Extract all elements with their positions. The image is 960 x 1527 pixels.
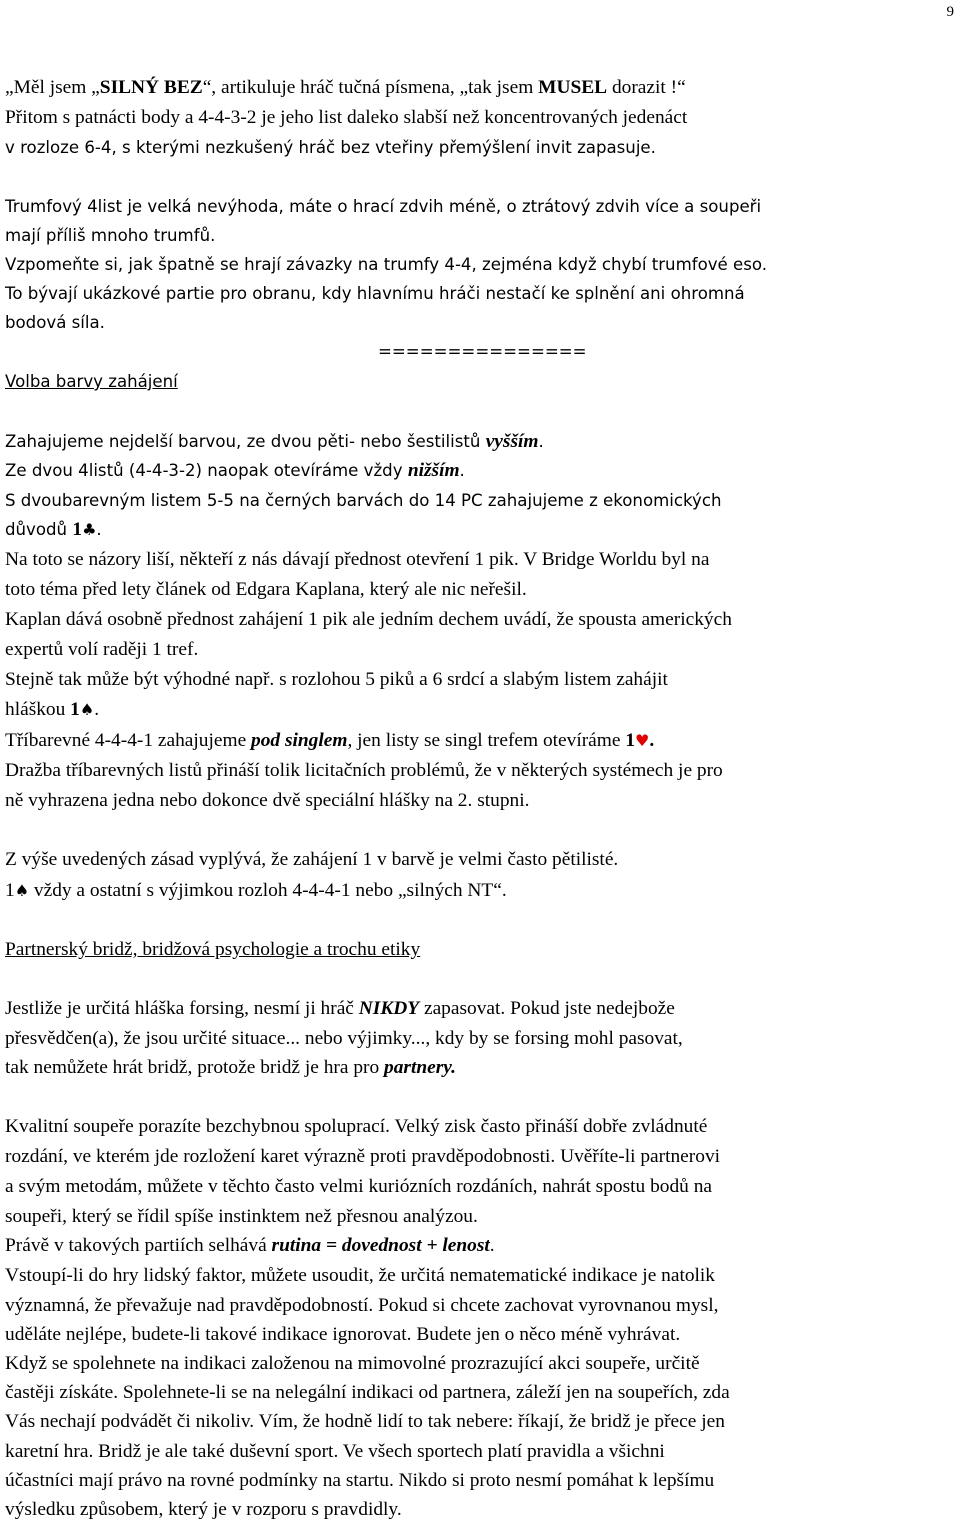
text-run: dorazit !“: [607, 77, 686, 98]
text-run: 1: [5, 880, 15, 901]
s1-line-1: [5, 430, 544, 454]
s1-line-7: Kaplan dává osobně přednost zahájení 1 pik ale jedním dechem uvádí, že spousta amerických: [5, 609, 732, 630]
s2-line-17: výsledku způsobem, který je v rozporu s pravdidly.: [5, 1499, 402, 1520]
bold-italic-run: rutina: [271, 1235, 322, 1256]
s1-line-12: Dražba tříbarevných listů přináší tolik licitačních problémů, že v některých systémech je pro: [5, 760, 723, 781]
text-run: .: [489, 1235, 495, 1256]
text-run: Zahajujeme nejdelší barvou, ze dvou pěti- nebo šestilistů: [5, 432, 486, 451]
text-run: .: [96, 520, 102, 539]
text-run: , jen listy se singl trefem otevíráme: [347, 730, 626, 751]
s2-line-15: karetní hra. Bridž je ale také duševní sport. Ve všech sportech platí pravidla a všichni: [5, 1441, 665, 1462]
bold-run: 1: [70, 699, 80, 720]
bold-run: MUSEL: [538, 77, 608, 98]
s1-line-14: Z výše uvedených zásad vyplývá, že zahájení 1 v barvě je velmi často pětilisté.: [5, 849, 619, 870]
section-heading-opening-suit: Volba barvy zahájení: [5, 372, 178, 391]
intro-line-6: Vzpomeňte si, jak špatně se hrají závazky na trumfy 4-4, zejména když chybí trumfové eso.: [5, 255, 768, 274]
text-run: .: [538, 432, 544, 451]
section-heading-partnership: Partnerský bridž, bridžová psychologie a trochu etiky: [5, 939, 421, 960]
text-run: tak nemůžete hrát bridž, protože bridž je hra pro: [5, 1057, 385, 1078]
s2-line-14: Vás nechají podvádět či nikoliv. Vím, že hodně lidí to tak nebere: říkají, že bridž je přece jen: [5, 1411, 725, 1432]
intro-line-7: To bývají ukázkové partie pro obranu, kdy hlavnímu hráči nestačí ke splnění ani ohromná: [5, 284, 745, 303]
bold-italic-run: partnery.: [384, 1057, 457, 1078]
s2-line-10: významná, že převažuje nad pravděpodobností. Pokud si chcete zachovat vyrovnanou mysl,: [5, 1295, 719, 1316]
s2-line-12: Když se spolehnete na indikaci založenou na mimovolné prozrazující akci soupeře, určitě: [5, 1353, 700, 1374]
bold-italic-run: =: [321, 1235, 342, 1256]
s2-line-7: soupeři, který se řídil spíše instinktem než přesnou analýzou.: [5, 1206, 478, 1227]
bold-run: SILNÝ BEZ: [99, 77, 203, 98]
s1-line-10: [5, 698, 99, 722]
text-run: hláškou: [5, 699, 71, 720]
s2-line-9: Vstoupí-li do hry lidský faktor, můžete usoudit, že určitá nematematické indikace je natolik: [5, 1265, 716, 1286]
bold-italic-run: lenost: [442, 1235, 490, 1256]
text-run: důvodů: [5, 520, 73, 539]
text-run: Tříbarevné 4-4-4-1 zahajujeme: [5, 730, 252, 751]
spade-icon: ♠: [79, 700, 95, 719]
text-run: “, artikuluje hráč tučná písmena, „tak jsem: [202, 77, 539, 98]
text-run: Jestliže je určitá hláška forsing, nesmí ji hráč: [5, 998, 359, 1019]
s2-line-5: rozdání, ve kterém jde rozložení karet výrazně proti pravděpodobnosti. Uvěříte-li partnerovi: [5, 1146, 721, 1167]
bold-italic-run: nižším: [407, 460, 460, 481]
bold-italic-run: pod singlem: [251, 730, 348, 751]
text-run: Ze dvou 4listů (4-4-3-2) naopak otevíráme vždy: [5, 461, 408, 480]
s2-line-1: [5, 997, 675, 1021]
s1-line-11: [5, 729, 654, 753]
s1-line-9: Stejně tak může být výhodné např. s rozlohou 5 piků a 6 srdcí a slabým listem zahájit: [5, 669, 668, 690]
s2-line-3: [5, 1056, 456, 1080]
bold-run: 1: [72, 519, 83, 540]
text-run: vždy a ostatní s výjimkou rozloh 4-4-4-1 nebo „silných NT“.: [29, 880, 507, 901]
s2-line-16: účastníci mají právo na rovné podmínky na startu. Nikdo si proto nesmí pomáhat k lepšímu: [5, 1470, 715, 1491]
club-icon: ♣: [82, 520, 97, 539]
intro-line-4: Trumfový 4list je velká nevýhoda, máte o hrací zdvih méně, o ztrátový zdvih více a soupeři: [5, 197, 762, 216]
page-number: 9: [946, 4, 954, 20]
s1-line-4: [5, 518, 102, 542]
s1-line-13: ně vyhrazena jedna nebo dokonce dvě speciální hlášky na 2. stupni.: [5, 790, 530, 811]
bold-run: .: [649, 730, 655, 751]
s1-line-2: [5, 459, 465, 483]
s1-line-8: expertů volí raději 1 tref.: [5, 639, 199, 660]
s2-line-13: častěji získáte. Spolehnete-li se na nelegální indikaci od partnera, záleží jen na soupeřích, zda: [5, 1382, 730, 1403]
intro-line-5: mají příliš mnoho trumfů.: [5, 226, 216, 245]
text-run: .: [459, 461, 465, 480]
bold-italic-run: NIKDY: [358, 998, 420, 1019]
bold-run: 1: [625, 730, 636, 751]
s2-line-11: uděláte nejlépe, budete-li takové indikace ignorovat. Budete jen o něco méně vyhrávat.: [5, 1324, 681, 1345]
s1-line-6: toto téma před lety článek od Edgara Kaplana, který ale nic neřešil.: [5, 579, 527, 600]
text-run: zapasovat. Pokud jste nedejbože: [419, 998, 675, 1019]
separator-line: ===============: [378, 342, 587, 361]
s1-line-5: Na toto se názory liší, někteří z nás dávají přednost otevření 1 pik. V Bridge Worldu byl na: [5, 549, 710, 570]
spade-icon: ♠: [14, 881, 30, 900]
intro-line-2: Přitom s patnácti body a 4-4-3-2 je jeho list daleko slabší než koncentrovaných jedenáct: [5, 107, 688, 128]
text-run: „Měl jsem „: [5, 77, 100, 98]
s1-line-3: S dvoubarevným listem 5-5 na černých barvách do 14 PC zahajujeme z ekonomických: [5, 491, 722, 510]
bold-italic-run: vyšším: [485, 431, 539, 452]
text-run: Právě v takových partiích selhává: [5, 1235, 272, 1256]
intro-line-3: v rozloze 6-4, s kterými nezkušený hráč bez vteřiny přemýšlení invit zapasuje.: [5, 138, 656, 157]
s2-line-4: Kvalitní soupeře porazíte bezchybnou spoluprací. Velký zisk často přináší dobře zvládnuté: [5, 1116, 708, 1137]
heart-icon: ♥: [635, 731, 650, 750]
s2-line-8: [5, 1234, 495, 1258]
intro-line-8: bodová síla.: [5, 313, 105, 332]
s2-line-2: přesvědčen(a), že jsou určité situace... nebo výjimky..., kdy by se forsing mohl pasovat,: [5, 1028, 683, 1049]
intro-line-1: [5, 76, 686, 100]
s2-line-6: a svým metodám, můžete v těchto často velmi kuriózních rozdáních, nahrát spostu bodů na: [5, 1176, 713, 1197]
s1-line-15: [5, 879, 507, 903]
bold-italic-run: dovednost: [341, 1235, 422, 1256]
text-run: .: [94, 699, 100, 720]
bold-italic-run: +: [421, 1235, 443, 1256]
